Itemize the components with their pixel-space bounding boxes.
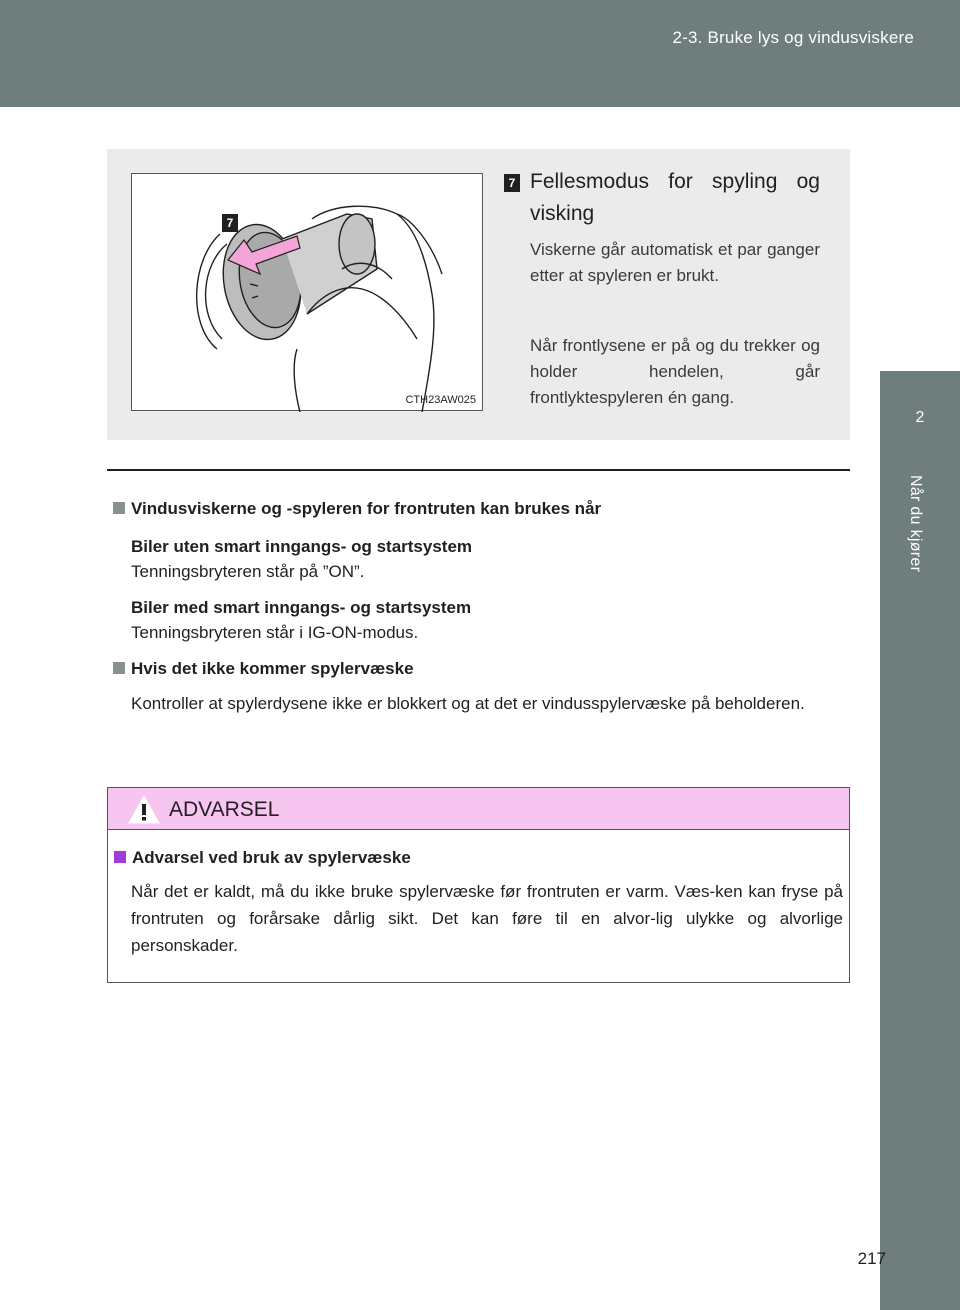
wiper-lever-illustration [131, 173, 483, 411]
hand-lever-drawing [132, 174, 484, 412]
section-heading-usage [113, 499, 601, 519]
text-smart-key: Tenningsbryteren står i IG-ON-modus. [131, 623, 419, 642]
chapter-number: 2 [915, 409, 925, 426]
text-no-smart-key: Tenningsbryteren står på ”ON”. [131, 562, 365, 581]
page-number: 217 [857, 1249, 886, 1268]
bullet-square-icon [113, 662, 125, 674]
item-description-2: Når frontlysene er på og du trekker og holder hendelen, går frontlyktespyleren én gang. [530, 336, 820, 407]
text-no-fluid: Kontroller at spylerdysene ikke er blokkert og at det er vindusspylervæske på beholderen. [131, 694, 805, 713]
bullet-square-icon [114, 851, 126, 863]
warning-header [108, 788, 849, 830]
section-divider [107, 469, 850, 471]
subheading-no-smart-key: Biler uten smart inngangs- og startsystem [131, 537, 473, 556]
section-heading-text: Hvis det ikke kommer spylervæske [131, 659, 414, 678]
item-number-badge: 7 [504, 174, 520, 192]
item-description-1: Viskerne går automatisk et par ganger etter at spyleren er brukt. [530, 240, 820, 285]
section-title: 2-3. Bruke lys og vindusviskere [672, 28, 914, 47]
warning-item-heading-text: Advarsel ved bruk av spylervæske [132, 848, 411, 867]
warning-box [107, 787, 850, 983]
figure-box [107, 149, 850, 440]
chapter-side-tab [880, 371, 960, 1310]
warning-triangle-icon [128, 795, 160, 824]
figure-callout-badge: 7 [222, 214, 238, 232]
figure-code: CTH23AW025 [405, 394, 476, 406]
subheading-smart-key: Biler med smart inngangs- og startsystem [131, 598, 472, 617]
section-heading-text: Vindusviskerne og -spyleren for frontruten kan brukes når [131, 499, 602, 518]
bullet-square-icon [113, 502, 125, 514]
item-title: Fellesmodus for spyling og visking [530, 170, 820, 225]
warning-title: ADVARSEL [169, 798, 280, 821]
section-heading-no-fluid [113, 659, 414, 679]
chapter-label: Når du kjører [907, 475, 924, 573]
warning-text: Når det er kaldt, må du ikke bruke spylervæske før frontruten er varm. Væs-ken kan fryse på frontruten og forårsake dårlig sikt. Det kan føre til en alvor-lig ulykke og alvorlige personskader. [131, 882, 843, 955]
warning-item-heading [114, 848, 411, 868]
header-bar [0, 0, 960, 107]
